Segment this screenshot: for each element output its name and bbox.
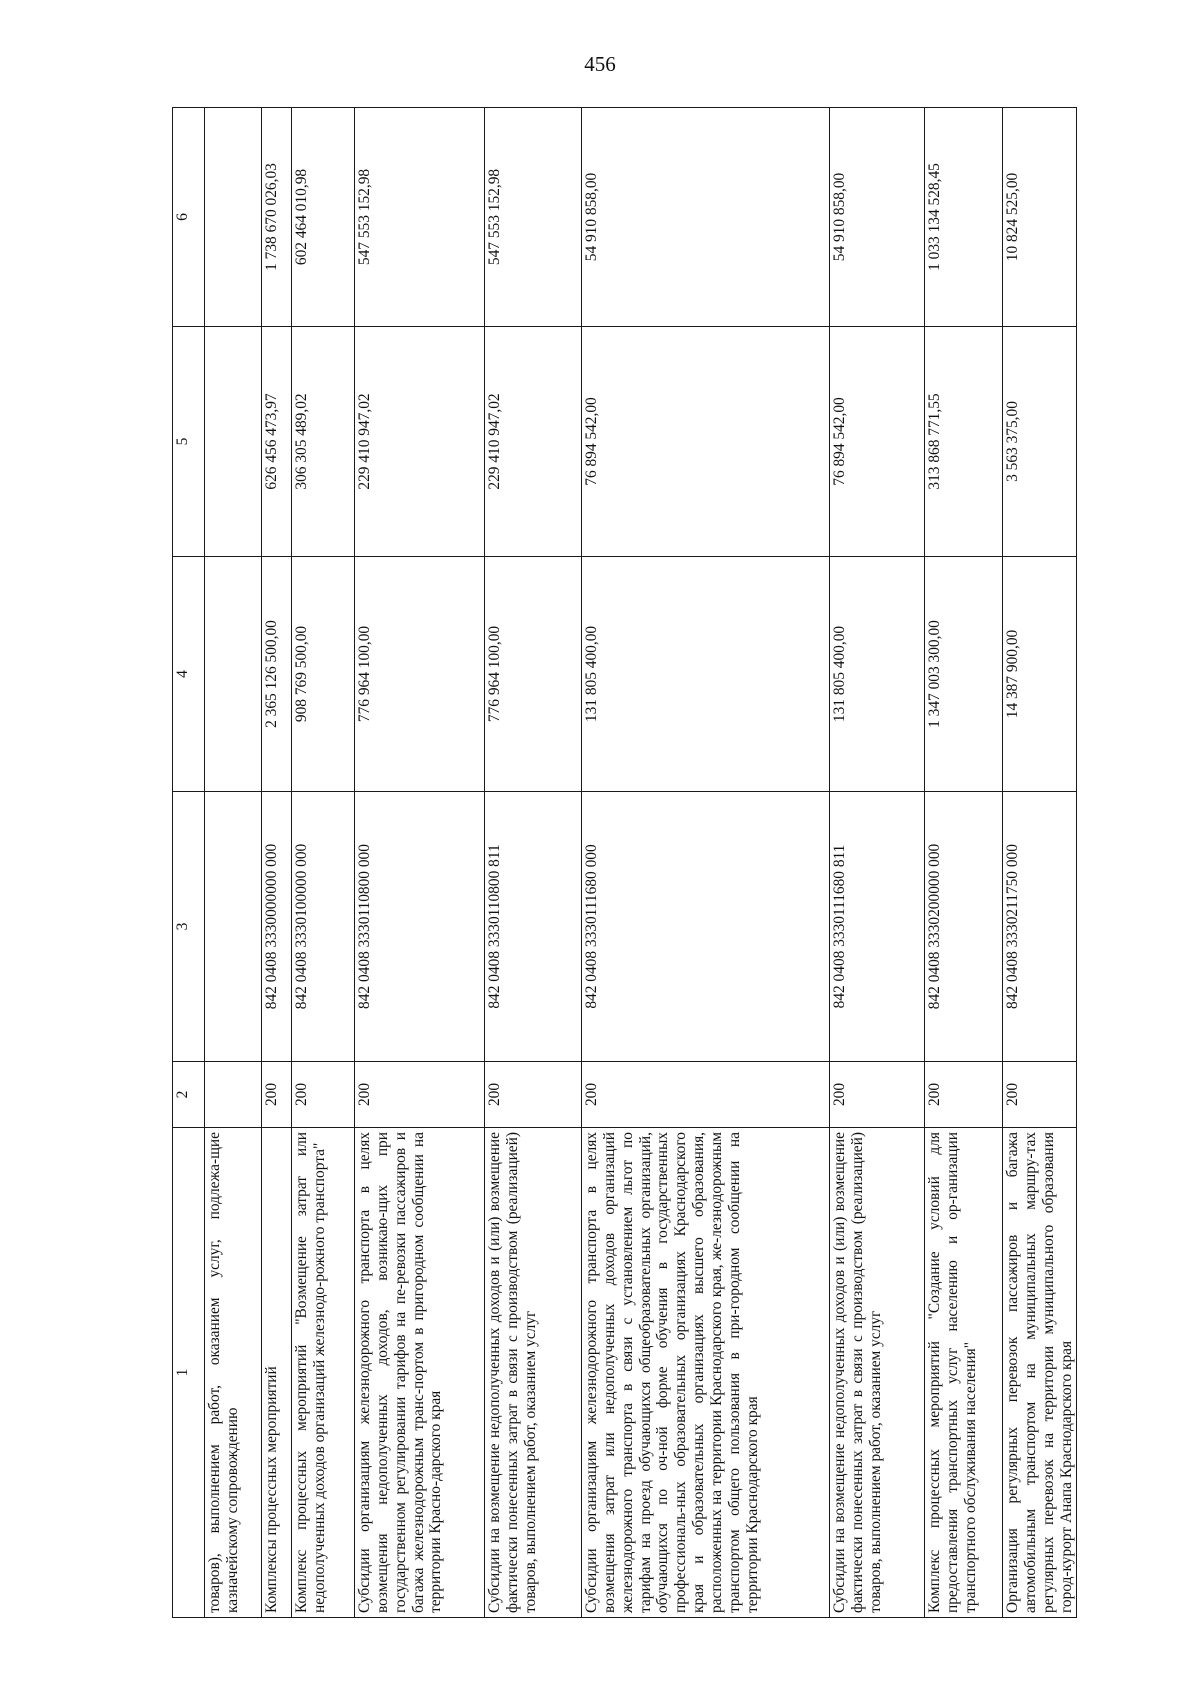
row-fact: 76 894 542,00 (582, 327, 830, 557)
row-kbk: 842 0408 3330110800 000 (355, 792, 485, 1062)
row-code: 200 (830, 1062, 925, 1128)
row-remainder: 54 910 858,00 (582, 108, 830, 327)
row-name: Субсидии на возмещение недополученных доходов и (или) возмещение фактически понесенных затрат в связи с производством (реализацией) товаров, выполнением работ, оказанием услуг (485, 1128, 582, 1618)
row-kbk: 842 0408 3330111680 811 (830, 792, 925, 1062)
rotated-table-container (172, 108, 1075, 1618)
header-col-5: 5 (173, 327, 205, 557)
row-kbk: 842 0408 3330200000 000 (925, 792, 1003, 1062)
row-remainder: 1 033 134 528,45 (925, 108, 1003, 327)
row-fact: 229 410 947,02 (355, 327, 485, 557)
row-plan: 131 805 400,00 (582, 557, 830, 792)
row-fact: 76 894 542,00 (830, 327, 925, 557)
row-fact: 626 456 473,97 (262, 327, 292, 557)
row-code: 200 (355, 1062, 485, 1128)
row-code: 200 (925, 1062, 1003, 1128)
row-name: Организация регулярных перевозок пассажиров и багажа автомобильным транспортом на муниципальных маршру-тах регулярных перевозок на территории муниципального образования город-курорт Анапа Краснодарского края (1003, 1128, 1077, 1618)
row-plan: 14 387 900,00 (1003, 557, 1077, 792)
budget-table (172, 107, 1077, 1618)
row-name: Субсидии на возмещение недополученных доходов и (или) возмещение фактически понесенных затрат в связи с производством (реализацией) товаров, выполнением работ, оказанием услуг (830, 1128, 925, 1618)
table-row (355, 108, 485, 1618)
row-code: 200 (292, 1062, 355, 1128)
row-kbk: 842 0408 3330100000 000 (292, 792, 355, 1062)
row-remainder: 547 553 152,98 (355, 108, 485, 327)
header-col-1: 1 (173, 1128, 205, 1618)
row-remainder: 547 553 152,98 (485, 108, 582, 327)
row-remainder: 602 464 010,98 (292, 108, 355, 327)
row-kbk (205, 792, 262, 1062)
table-row (292, 108, 355, 1618)
header-col-4: 4 (173, 557, 205, 792)
row-plan: 2 365 126 500,00 (262, 557, 292, 792)
row-plan: 131 805 400,00 (830, 557, 925, 792)
row-plan: 1 347 003 300,00 (925, 557, 1003, 792)
row-fact: 306 305 489,02 (292, 327, 355, 557)
row-remainder: 1 738 670 026,03 (262, 108, 292, 327)
header-col-2: 2 (173, 1062, 205, 1128)
row-kbk: 842 0408 3330111680 000 (582, 792, 830, 1062)
table-row (485, 108, 582, 1618)
table-row (582, 108, 830, 1618)
row-code: 200 (262, 1062, 292, 1128)
row-code (205, 1062, 262, 1128)
row-name: Субсидии организациям железнодорожного транспорта в целях возмещения затрат или недополученных доходов организаций железнодорожного транспорта в связи с установлением льгот по тарифам на проезд обучающихся общеобразовательных организаций, обучающихся по оч-ной форме обучения в государственных профессиональ-ных образовательных организациях Краснодарского края и образовательных организациях высшего образования, расположенных на территории Краснодарского края, же-лезнодорожным транспортом общего пользования в при-городном сообщении на территории Краснодарского края (582, 1128, 830, 1618)
row-remainder: 54 910 858,00 (830, 108, 925, 327)
page-number: 456 (584, 52, 616, 76)
row-code: 200 (1003, 1062, 1077, 1128)
row-name: Комплекс процессных мероприятий "Возмещение затрат или недополученных доходов организаций железнодо-рожного транспорта" (292, 1128, 355, 1618)
row-remainder: 10 824 525,00 (1003, 108, 1077, 327)
row-fact: 229 410 947,02 (485, 327, 582, 557)
table-row (830, 108, 925, 1618)
table-body (173, 108, 1077, 1618)
row-name: Субсидии организациям железнодорожного транспорта в целях возмещения недополученных доходов, возникаю-щих при государственном регулировании тарифов на пе-ревозки пассажиров и багажа железнодорожным транс-портом в пригородном сообщении на территории Красно-дарского края (355, 1128, 485, 1618)
header-row (173, 108, 205, 1618)
row-fact: 3 563 375,00 (1003, 327, 1077, 557)
row-plan: 908 769 500,00 (292, 557, 355, 792)
row-kbk: 842 0408 3330110800 811 (485, 792, 582, 1062)
table-row (262, 108, 292, 1618)
row-plan (205, 557, 262, 792)
row-fact (205, 327, 262, 557)
header-col-6: 6 (173, 108, 205, 327)
row-remainder (205, 108, 262, 327)
row-plan: 776 964 100,00 (485, 557, 582, 792)
row-name: Комплекс процессных мероприятий "Создание условий для предоставления транспортных услуг населению и ор-ганизации транспортного обслуживания населения" (925, 1128, 1003, 1618)
row-plan: 776 964 100,00 (355, 557, 485, 792)
row-code: 200 (582, 1062, 830, 1128)
header-col-3: 3 (173, 792, 205, 1062)
row-code: 200 (485, 1062, 582, 1128)
table-row (1003, 108, 1077, 1618)
row-fact: 313 868 771,55 (925, 327, 1003, 557)
row-name: Комплексы процессных мероприятий (262, 1128, 292, 1618)
row-kbk: 842 0408 3330000000 000 (262, 792, 292, 1062)
table-row (925, 108, 1003, 1618)
row-name: товаров), выполнением работ, оказанием услуг, подлежа-щие казначейскому сопровождению (205, 1128, 262, 1618)
row-kbk: 842 0408 3330211750 000 (1003, 792, 1077, 1062)
table-row (205, 108, 262, 1618)
